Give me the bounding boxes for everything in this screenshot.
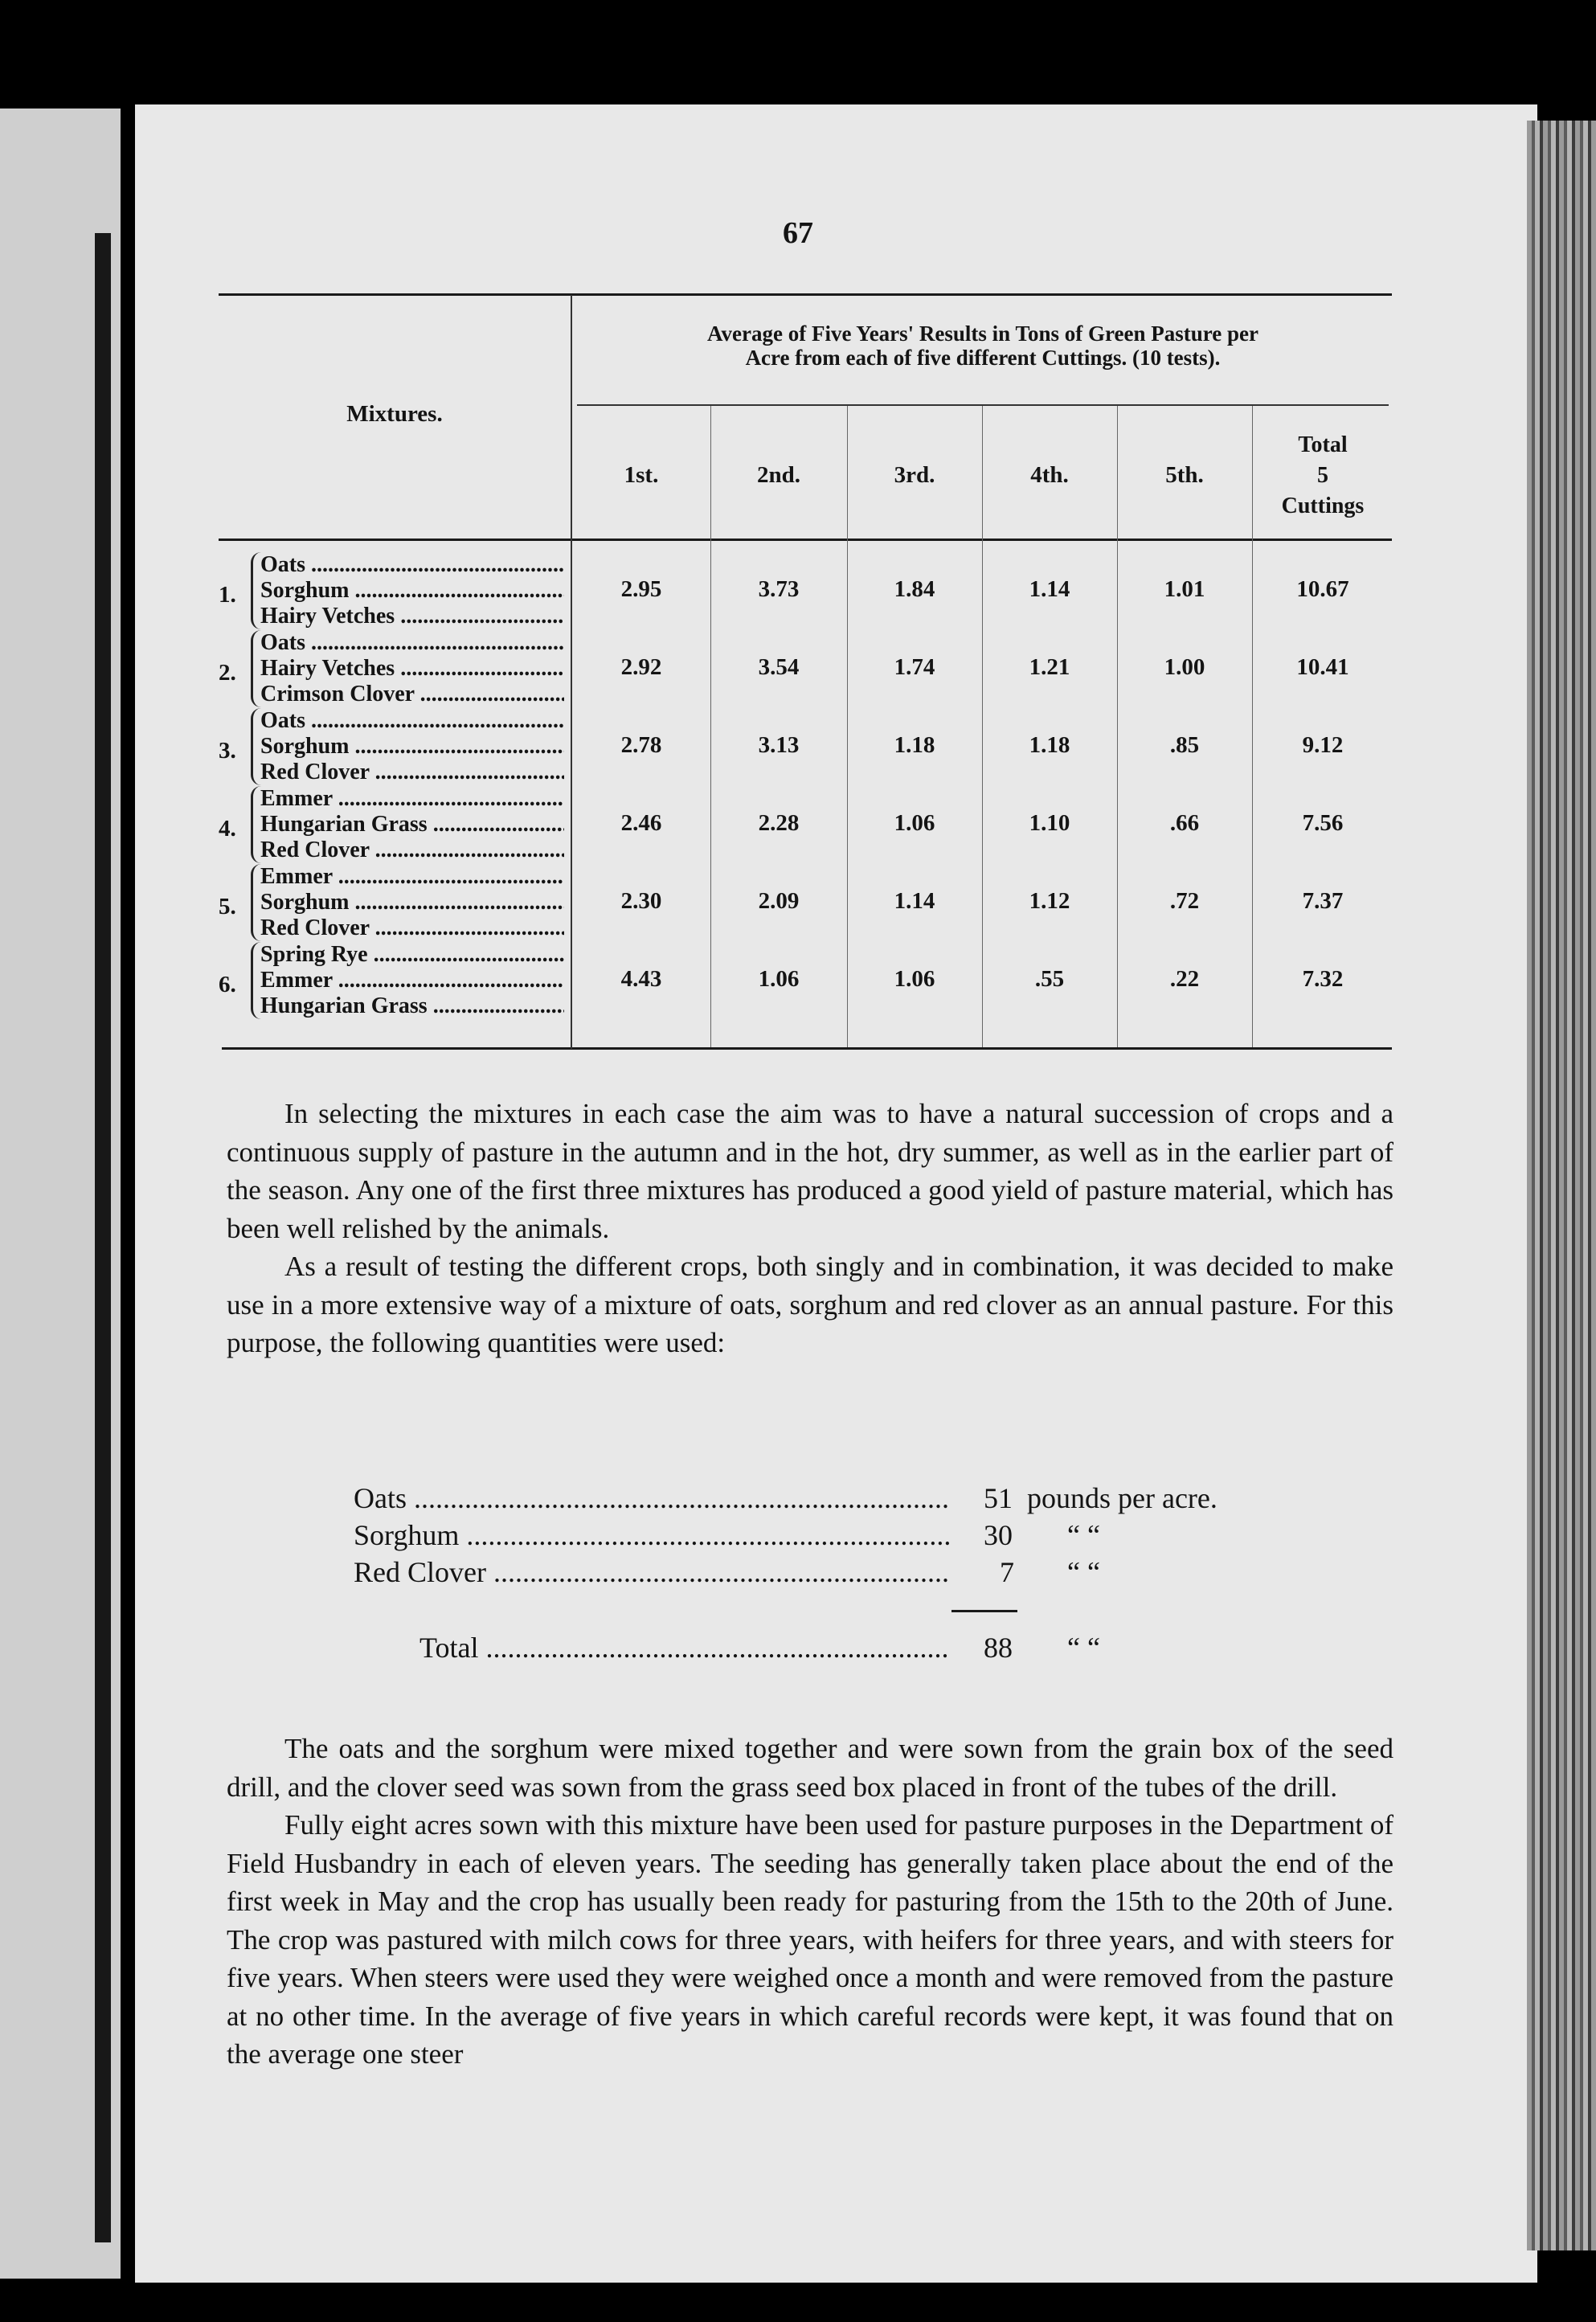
value-cell: 1.06 [894, 966, 935, 992]
column-header-3rd: 3rd. [894, 462, 935, 488]
value-cell: 1.14 [894, 888, 935, 914]
column-header-1st: 1st. [624, 462, 659, 488]
quantity-unit: “ “ [1067, 1556, 1100, 1588]
quantity-row [0, 1517, 1596, 1553]
group-header [577, 321, 1389, 370]
results-table [219, 293, 1392, 1053]
mixture-crop: Emmer ..... [260, 864, 564, 890]
mixture-number: 2. [219, 660, 236, 686]
column-divider [1252, 406, 1253, 1047]
total-value: 88 [984, 1632, 1013, 1664]
text-block [227, 1730, 1393, 2074]
mixture-crop: Hairy Vetches ..... [260, 604, 564, 629]
column-header-total [1254, 430, 1392, 522]
quantity-label: Red Clover ..... [354, 1554, 950, 1590]
mixture-crop: Sorghum ..... [260, 578, 564, 604]
mixture-crop: Emmer ..... [260, 968, 564, 993]
table-bottom-rule [222, 1047, 1392, 1050]
value-cell: 1.06 [894, 810, 935, 836]
page-number: 67 [783, 216, 813, 250]
mixture-crop: Sorghum ..... [260, 734, 564, 760]
total-cell: 7.56 [1302, 810, 1344, 836]
mixture-crop: Hungarian Grass ..... [260, 993, 564, 1019]
mixture-crop: Red Clover ..... [260, 915, 564, 941]
total-label: Total ..... [419, 1630, 950, 1665]
value-cell: 2.92 [620, 654, 662, 680]
total-cell: 9.12 [1302, 732, 1344, 758]
quantity-value: 51 [984, 1482, 1013, 1514]
value-cell: 3.13 [758, 732, 800, 758]
mixture-crop: Emmer ..... [260, 786, 564, 812]
total-cell: 7.32 [1302, 966, 1344, 992]
mixture-number: 1. [219, 582, 236, 608]
value-cell: 1.06 [758, 966, 800, 992]
paragraph: The oats and the sorghum were mixed together and were sown from the grain box of the seed drill, and the clover seed was sown from the grass seed box placed in front of the tubes of the drill. [227, 1733, 1393, 1803]
total-header-line: 5 [1317, 463, 1328, 488]
value-cell: .85 [1169, 732, 1200, 758]
value-cell: 2.95 [620, 576, 662, 602]
value-cell: 4.43 [620, 966, 662, 992]
mixture-number: 5. [219, 894, 236, 919]
column-header-2nd: 2nd. [756, 462, 800, 488]
mixture-crop: Hungarian Grass ..... [260, 812, 564, 837]
value-cell: 2.46 [620, 810, 662, 836]
quantity-unit: pounds per acre. [1027, 1482, 1217, 1514]
mixture-crop: Crimson Clover ..... [260, 682, 564, 707]
mixture-crop: Sorghum ..... [260, 890, 564, 915]
value-cell: 1.18 [894, 732, 935, 758]
paragraph: As a result of testing the different crops, both singly and in combination, it was decided to make use in a more extensive way of a mixture of oats, sorghum and red clover as an annual pasture. For this purpose, the following quantities were used: [227, 1251, 1393, 1358]
mixture-crop: Red Clover ..... [260, 760, 564, 785]
value-cell: 1.18 [1029, 732, 1070, 758]
quantity-total-row [0, 1630, 1596, 1665]
group-header-line: Acre from each of five different Cuttings. (10 tests). [745, 346, 1221, 370]
value-cell: 1.10 [1029, 810, 1070, 836]
value-cell: .72 [1169, 888, 1200, 914]
total-cell: 7.37 [1302, 888, 1344, 914]
total-cell: 10.41 [1296, 654, 1349, 680]
mixture-crop: Oats ..... [260, 708, 564, 734]
mixture-number: 6. [219, 972, 236, 997]
quantity-value: 7 [1000, 1556, 1014, 1588]
quantity-row [0, 1554, 1596, 1590]
value-cell: 1.14 [1029, 576, 1070, 602]
facing-page-edge [95, 233, 111, 2242]
value-cell: 2.78 [620, 732, 662, 758]
column-header-5th: 5th. [1165, 462, 1204, 488]
mixture-crop: Spring Rye ..... [260, 942, 564, 968]
mixtures-header: Mixtures. [346, 401, 443, 427]
column-divider [847, 406, 848, 1047]
header-bottom-rule [219, 539, 1392, 541]
quantity-label: Oats ..... [354, 1480, 950, 1516]
mixture-crop: Red Clover ..... [260, 837, 564, 863]
table-top-rule [219, 293, 1392, 296]
value-cell: .22 [1169, 966, 1200, 992]
total-cell: 10.67 [1296, 576, 1349, 602]
mixture-crop: Hairy Vetches ..... [260, 656, 564, 682]
mixture-crop: Oats ..... [260, 552, 564, 578]
value-cell: 2.28 [758, 810, 800, 836]
column-divider [1117, 406, 1118, 1047]
mixture-number: 3. [219, 738, 236, 764]
quantity-value: 30 [984, 1519, 1013, 1551]
sum-rule [951, 1610, 1017, 1612]
value-cell: 1.84 [894, 576, 935, 602]
quantity-row [0, 1480, 1596, 1516]
quantity-unit: “ “ [1067, 1519, 1100, 1551]
text-block [227, 1095, 1393, 1362]
column-divider [982, 406, 983, 1047]
total-unit: “ “ [1067, 1632, 1100, 1664]
quantity-label: Sorghum ..... [354, 1517, 950, 1553]
column-divider [710, 406, 711, 1047]
value-cell: 2.09 [758, 888, 800, 914]
mixture-number: 4. [219, 816, 236, 842]
page-stack-edge [1527, 121, 1596, 2250]
value-cell: 1.01 [1164, 576, 1205, 602]
value-cell: 1.00 [1164, 654, 1205, 680]
value-cell: 1.21 [1029, 654, 1070, 680]
column-header-4th: 4th. [1030, 462, 1069, 488]
mixture-crop: Oats ..... [260, 630, 564, 656]
group-header-line: Average of Five Years' Results in Tons of Green Pasture per [707, 321, 1258, 346]
value-cell: 2.30 [620, 888, 662, 914]
value-cell: 3.73 [758, 576, 800, 602]
value-cell: .55 [1034, 966, 1065, 992]
total-header-line: Total [1298, 432, 1348, 457]
value-cell: 1.74 [894, 654, 935, 680]
value-cell: 3.54 [758, 654, 800, 680]
value-cell: 1.12 [1029, 888, 1070, 914]
group-header-rule [577, 404, 1389, 406]
paragraph: Fully eight acres sown with this mixture have been used for pasture purposes in the Department of Field Husbandry in each of eleven years. The seeding has generally taken place about the end of the first week in May and the crop has usually been ready for pasturing from the 15th to the 20th of June. The crop was pastured with milch cows for three years, with heifers for three years, and with steers for five years. When steers were used they were weighed once a month and were removed from the pasture at no other time. In the average of five years in which careful records were kept, it was found that on the average one steer [227, 1809, 1393, 2070]
paragraph: In selecting the mixtures in each case the aim was to have a natural succession of crops and a continuous supply of pasture in the autumn and in the hot, dry summer, as well as in the earlier part of the season. Any one of the first three mixtures has produced a good yield of pasture material, which has been well relished by the animals. [227, 1098, 1393, 1244]
total-header-line: Cuttings [1281, 493, 1365, 518]
value-cell: .66 [1169, 810, 1200, 836]
